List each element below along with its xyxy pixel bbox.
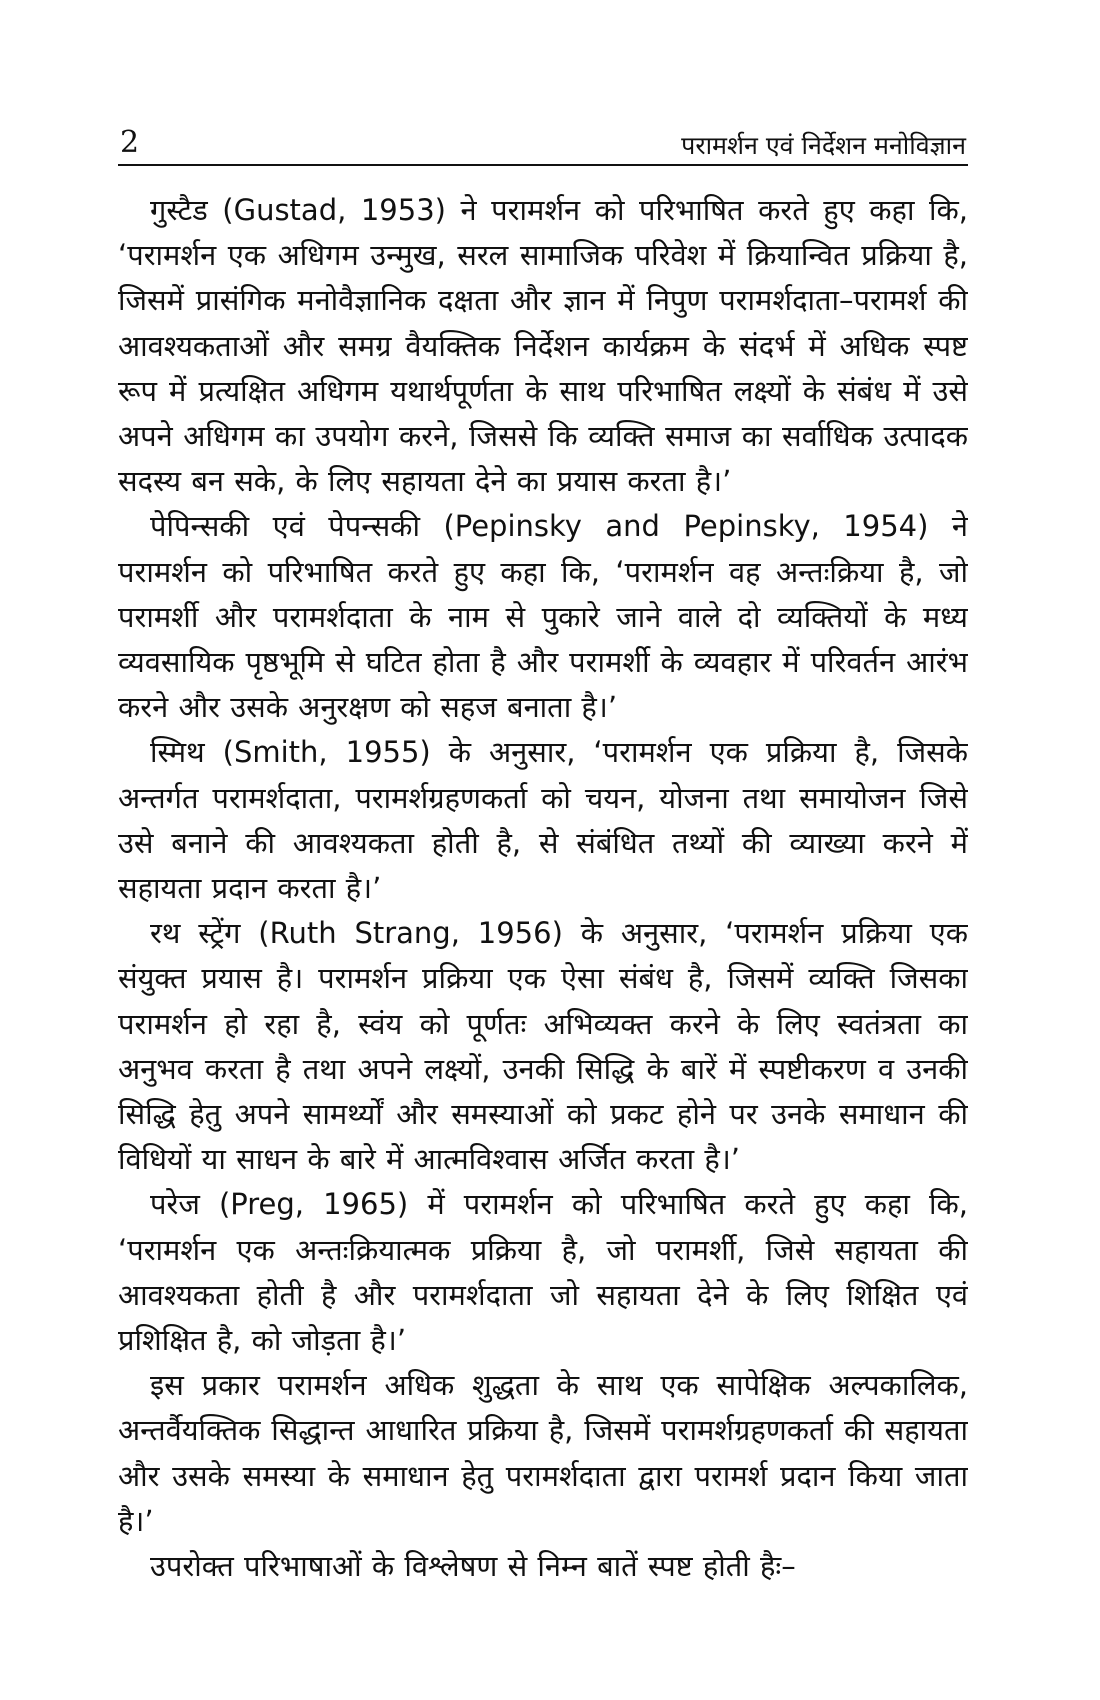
- page-number: 2: [120, 125, 140, 160]
- body-text: [118, 188, 968, 1589]
- running-header: [118, 112, 968, 166]
- book-title: परामर्शन एवं निर्देशन मनोविज्ञान: [681, 131, 966, 160]
- paragraph-ruth-strang-definition: रथ स्ट्रेंग (Ruth Strang, 1956) के अनुसार, ‘परामर्शन प्रक्रिया एक संयुक्त प्रयास है। परामर्शन प्रक्रिया एक ऐसा संबंध है, जिसमें व्यक्ति जिसका परामर्शन हो रहा है, स्वंय को पूर्णतः अभिव्यक्त करने के लिए स्वतंत्रता का अनुभव करता है तथा अपने लक्ष्यों, उनकी सिद्धि के बारें में स्पष्टीकरण व उनकी सिद्धि हेतु अपने सामर्थ्यों और समस्याओं को प्रकट होने पर उनके समाधान की विधियों या साधन के बारे में आत्मविश्वास अर्जित करता है।’: [118, 916, 968, 1177]
- paragraph-pepinsky-definition: पेपिन्सकी एवं पेपन्सकी (Pepinsky and Pepinsky, 1954) ने परामर्शन को परिभाषित करते हुए कहा कि, ‘परामर्शन वह अन्तःक्रिया है, जो परामर्शी और परामर्शदाता के नाम से पुकारे जाने वाले दो व्यक्तियों के मध्य व्यवसायिक पृष्ठभूमि से घटित होता है और परामर्शी के व्यवहार में परिवर्तन आरंभ करने और उसके अनुरक्षण को सहज बनाता है।’: [118, 509, 968, 725]
- paragraph-smith-definition: स्मिथ (Smith, 1955) के अनुसार, ‘परामर्शन एक प्रक्रिया है, जिसके अन्तर्गत परामर्शदाता, परामर्शग्रहणकर्ता को चयन, योजना तथा समायोजन जिसे उसे बनाने की आवश्यकता होती है, से संबंधित तथ्यों की व्याख्या करने में सहायता प्रदान करता है।’: [118, 735, 968, 906]
- book-page: [118, 112, 968, 1672]
- paragraph-preg-definition: परेज (Preg, 1965) में परामर्शन को परिभाषित करते हुए कहा कि, ‘परामर्शन एक अन्तःक्रियात्मक प्रक्रिया है, जो परामर्शी, जिसे सहायता की आवश्यकता होती है और परामर्शदाता जो सहायता देने के लिए शिक्षित एवं प्रशिक्षित है, को जोड़ता है।’: [118, 1187, 968, 1358]
- paragraph-gustad-definition: गुस्टैड (Gustad, 1953) ने परामर्शन को परिभाषित करते हुए कहा कि, ‘परामर्शन एक अधिगम उन्मुख, सरल सामाजिक परिवेश में क्रियान्वित प्रक्रिया है, जिसमें प्रासंगिक मनोवैज्ञानिक दक्षता और ज्ञान में निपुण परामर्शदाता–परामर्श की आवश्यकताओं और समग्र वैयक्तिक निर्देशन कार्यक्रम के संदर्भ में अधिक स्पष्ट रूप में प्रत्यक्षित अधिगम यथार्थपूर्णता के साथ परिभाषित लक्ष्यों के संबंध में उसे अपने अधिगम का उपयोग करने, जिससे कि व्यक्ति समाज का सर्वाधिक उत्पादक सदस्य बन सके, के लिए सहायता देने का प्रयास करता है।’: [118, 193, 968, 499]
- paragraph-analysis-intro: उपरोक्त परिभाषाओं के विश्लेषण से निम्न बातें स्पष्ट होती हैः–: [150, 1549, 796, 1584]
- paragraph-summary: इस प्रकार परामर्शन अधिक शुद्धता के साथ एक सापेक्षिक अल्पकालिक, अन्तर्वैयक्तिक सिद्धान्त आधारित प्रक्रिया है, जिसमें परामर्शग्रहणकर्ता की सहायता और उसके समस्या के समाधान हेतु परामर्शदाता द्वारा परामर्श प्रदान किया जाता है।’: [118, 1368, 968, 1538]
